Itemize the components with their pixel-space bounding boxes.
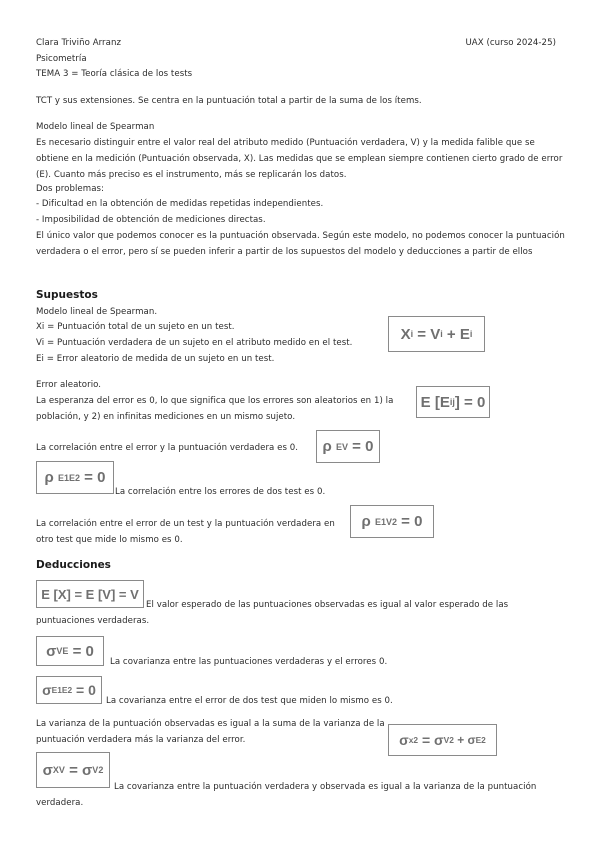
formula-expected-error: E [E ij ] = 0 xyxy=(416,386,490,418)
formula-cov-xv: σ XV = σ V 2 xyxy=(36,752,110,788)
course-label: UAX (curso 2024-25) xyxy=(465,38,556,48)
problem-item: - Imposibilidad de obtención de mediciones directas. xyxy=(36,215,266,225)
exp-text-line2: puntuaciones verdaderas. xyxy=(36,616,150,626)
author-name: Clara Triviño Arranz xyxy=(36,38,122,48)
topic-title: TEMA 3 = Teoría clásica de los tests xyxy=(36,69,193,79)
corr-ev-text: La correlación entre el error y la puntuación verdadera es 0. xyxy=(36,443,299,453)
formula-corr-e1v2: ρ E1V2 = 0 xyxy=(350,505,434,538)
intro-text: TCT y sus extensiones. Se centra en la puntuación total a partir de la suma de los ítems. xyxy=(36,96,422,106)
definition-ei: Ei = Error aleatorio de medida de un sujeto en un test. xyxy=(36,354,275,364)
error-text: La esperanza del error es 0, lo que significa que los errores son aleatorios en 1) la población, y 2) en infinitas mediciones en un mismo sujeto. xyxy=(36,396,394,422)
formula-cov-e1e2: σ E1E2 = 0 xyxy=(36,676,102,704)
var-text: La varianza de la puntuación observadas es igual a la suma de la varianza de la puntuación verdadera más la varianza del error. xyxy=(36,719,385,745)
formula-linear-model: X i = V i + E i xyxy=(388,316,485,352)
formula-corr-ev: ρ EV = 0 xyxy=(316,430,380,463)
supuestos-heading: Supuestos xyxy=(36,289,98,301)
spearman-body: Es necesario distinguir entre el valor real del atributo medido (Puntuación verdadera, V) y la medida falible que se obtiene en la medición (Puntuación observada, X). Las medidas que se emplean siempre contienen cierto grado de error (E). Cuanto más preciso es el instrumento, más se replicarán los datos. xyxy=(36,138,563,180)
formula-corr-e1e2: ρ E1E2 = 0 xyxy=(36,461,114,494)
problem-item: - Dificultad en la obtención de medidas repetidas independientes. xyxy=(36,199,324,209)
spearman-conclusion: El único valor que podemos conocer es la puntuación observada. Según este modelo, no podemos conocer la puntuación verdadera o el error, pero sí se pueden inferir a partir de los supuestos del modelo y deducciones a partir de ellos xyxy=(36,231,565,257)
corr-e1v2-text: La correlación entre el error de un test y la puntuación verdadera en otro test que mide lo mismo es 0. xyxy=(36,519,335,545)
exp-text-line1: El valor esperado de las puntuaciones observadas es igual al valor esperado de las xyxy=(146,600,509,610)
cov-ve-text: La covarianza entre las puntuaciones verdaderas y el errores 0. xyxy=(110,657,388,667)
cov-xv-text-line1: La covarianza entre la puntuación verdadera y observada es igual a la varianza de la puntuación xyxy=(114,782,537,792)
corr-e1e2-text: La correlación entre los errores de dos test es 0. xyxy=(115,487,326,497)
problems-title: Dos problemas: xyxy=(36,184,104,194)
spearman-title: Modelo lineal de Spearman xyxy=(36,122,155,132)
model-label: Modelo lineal de Spearman. xyxy=(36,307,158,317)
formula-expected-value: E [X] = E [V] = V xyxy=(36,580,144,608)
error-title: Error aleatorio. xyxy=(36,380,102,390)
cov-xv-text-line2: verdadera. xyxy=(36,798,84,808)
deducciones-heading: Deducciones xyxy=(36,559,111,571)
formula-cov-ve: σ VE = 0 xyxy=(36,636,104,666)
subject-label: Psicometría xyxy=(36,54,87,64)
definition-xi: Xi = Puntuación total de un sujeto en un test. xyxy=(36,322,235,332)
formula-variance: σ x 2 = σ V 2 + σ E 2 xyxy=(388,724,497,756)
cov-e1e2-text: La covarianza entre el error de dos test que miden lo mismo es 0. xyxy=(106,696,393,706)
definition-vi: Vi = Puntuación verdadera de un sujeto en el atributo medido en el test. xyxy=(36,338,353,348)
